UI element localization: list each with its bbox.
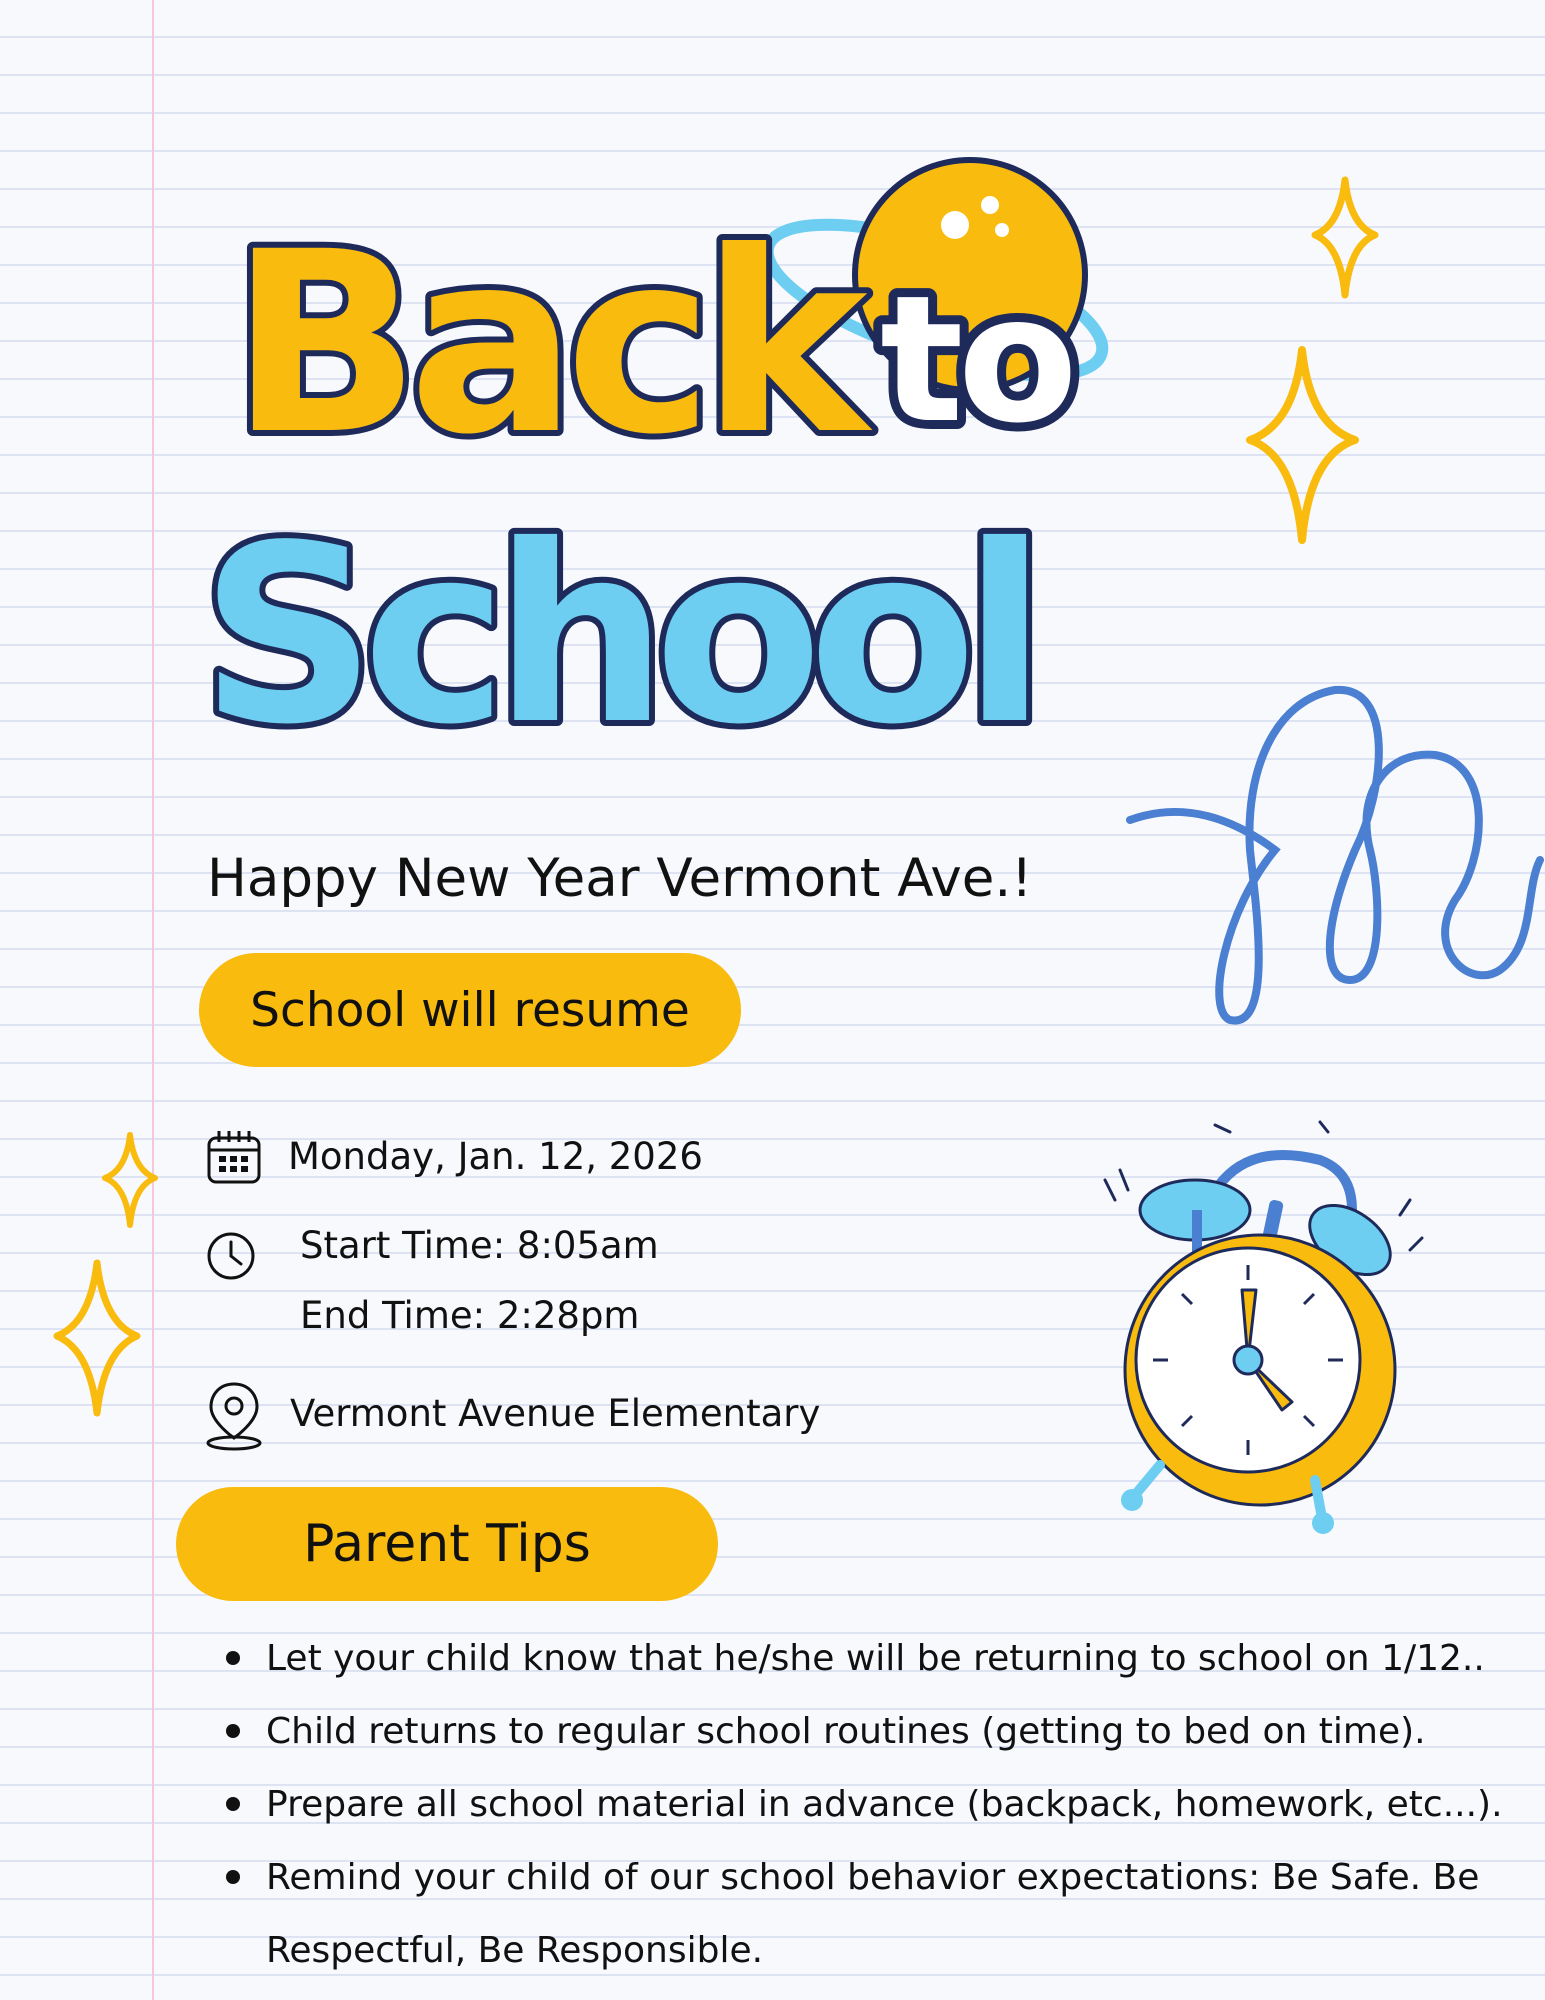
planet-dot <box>981 196 999 214</box>
school-resume-banner <box>199 953 741 1067</box>
start-time: Start Time: 8:05am <box>300 1224 659 1267</box>
title-back: Back <box>230 198 856 489</box>
back-to-school-title <box>190 130 1250 770</box>
list-item: Child returns to regular school routines (getting to bed on time). <box>222 1695 1522 1768</box>
list-item: Let your child know that he/she will be returning to school on 1/12.. <box>222 1622 1522 1695</box>
clock-icon <box>205 1230 257 1282</box>
title-school: School <box>200 493 1033 770</box>
title-to: to <box>880 259 1072 462</box>
sparkle-icon <box>52 1258 142 1418</box>
sparkle-icon <box>1245 345 1360 545</box>
end-time: End Time: 2:28pm <box>300 1294 640 1337</box>
notebook-margin-line <box>152 0 154 2000</box>
parent-tips-list <box>222 1622 1522 1987</box>
location-pin-icon <box>203 1380 265 1452</box>
alarm-clock-illustration <box>1060 1120 1440 1540</box>
scribble-decoration <box>1125 680 1545 1040</box>
school-resume-label: School will resume <box>250 982 690 1038</box>
planet-dot <box>941 211 969 239</box>
school-location: Vermont Avenue Elementary <box>290 1392 821 1435</box>
parent-tips-banner <box>176 1487 718 1601</box>
calendar-icon <box>205 1128 263 1186</box>
sparkle-icon <box>1310 175 1380 300</box>
resume-date: Monday, Jan. 12, 2026 <box>288 1135 703 1178</box>
parent-tips-label: Parent Tips <box>303 1514 591 1574</box>
list-item: Prepare all school material in advance (backpack, homework, etc...). <box>222 1768 1522 1841</box>
list-item: Remind your child of our school behavior expectations: Be Safe. Be Respectful, Be Responsible. <box>222 1841 1522 1987</box>
greeting-heading: Happy New Year Vermont Ave.! <box>207 848 1033 909</box>
sparkle-icon <box>100 1130 160 1230</box>
planet-dot <box>995 223 1009 237</box>
